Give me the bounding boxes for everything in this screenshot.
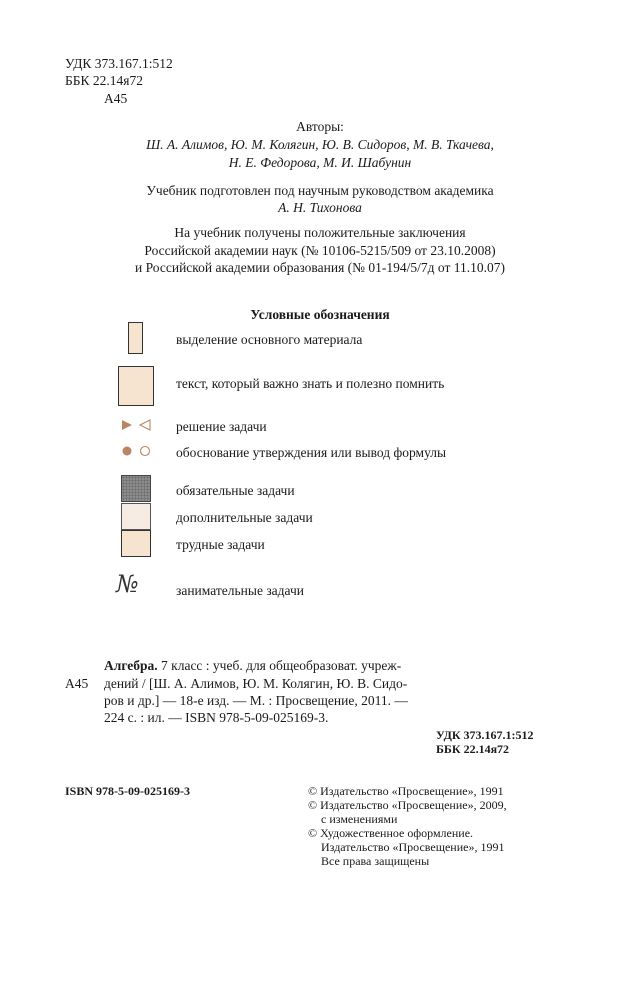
- legend-item-required-problems: обязательные задачи: [176, 483, 295, 498]
- supervision-line-2: А. Н. Тихонова: [278, 200, 362, 215]
- copyright-line: © Издательство «Просвещение», 1991: [308, 784, 504, 798]
- copyright-line: Издательство «Просвещение», 1991: [321, 840, 505, 854]
- approvals-line-1: На учебник получены положительные заключения: [174, 225, 466, 240]
- catalog-udk: УДК 373.167.1:512: [436, 728, 534, 742]
- numero-icon: №: [116, 570, 139, 598]
- cream-box-icon: [118, 366, 154, 406]
- catalog-line-1: [104, 657, 567, 674]
- bbk-code: ББК 22.14я72: [65, 73, 143, 88]
- catalog-line-2: дений / [Ш. А. Алимов, Ю. М. Колягин, Ю. В. Сидо-: [104, 676, 408, 691]
- catalog-line-1-rest: 7 класс : учеб. для общеобразоват. учреж-: [161, 658, 402, 673]
- catalog-line-3: ров и др.] — 18-е изд. — М. : Просвещение, 2011. —: [104, 693, 408, 708]
- legend-title: Условные обозначения: [250, 307, 390, 322]
- udk-code: УДК 373.167.1:512: [65, 56, 173, 71]
- copyright-line: Все права защищены: [321, 854, 430, 868]
- gray-box-icon: [121, 475, 151, 502]
- catalog-code: А45: [65, 676, 89, 691]
- authors-line-1: Ш. А. Алимов, Ю. М. Колягин, Ю. В. Сидоров, М. В. Ткачева,: [146, 137, 494, 152]
- authors-line-2: Н. Е. Федорова, М. И. Шабунин: [228, 155, 412, 170]
- footer-copyrights: [308, 784, 507, 868]
- legend-item-problem-solution: решение задачи: [176, 419, 267, 434]
- approvals-line-3: и Российской академии образования (№ 01-194/5/7д от 11.10.07): [135, 260, 505, 275]
- catalog-card: [14, 657, 626, 756]
- circle-pair-icon: [120, 444, 160, 458]
- legend-item-proof: обоснование утверждения или вывод формулы: [176, 445, 447, 460]
- triangle-pair-icon: [120, 418, 160, 432]
- legend-item-additional-problems: дополнительные задачи: [176, 510, 313, 525]
- tall-cream-box-icon: [128, 322, 143, 354]
- catalog-title: Алгебра.: [104, 658, 158, 673]
- copyright-line: © Художественное оформление.: [308, 826, 474, 840]
- book-code: А45: [104, 91, 128, 106]
- copyright-line: © Издательство «Просвещение», 2009,: [308, 798, 507, 812]
- copyright-line: с изменениями: [321, 812, 398, 826]
- legend-item-hard-problems: трудные задачи: [176, 537, 265, 552]
- approvals-line-2: Российской академии наук (№ 10106-5215/509 от 23.10.2008): [144, 243, 496, 258]
- catalog-bbk: ББК 22.14я72: [436, 742, 510, 756]
- catalog-line-4: 224 с. : ил. — ISBN 978-5-09-025169-3.: [104, 710, 329, 725]
- light-box-icon: [121, 503, 151, 530]
- authors-heading: Авторы:: [296, 119, 344, 134]
- footer-isbn: ISBN 978-5-09-025169-3: [65, 784, 190, 798]
- legend-item-main-material: выделение основного материала: [176, 332, 363, 347]
- supervision-line-1: Учебник подготовлен под научным руководством академика: [146, 183, 494, 198]
- legend-item-entertaining-problems: занимательные задачи: [176, 583, 304, 598]
- cream-box-small-icon: [121, 530, 151, 557]
- page: [14, 6, 626, 992]
- legend-item-important-text: текст, который важно знать и полезно помнить: [176, 376, 445, 391]
